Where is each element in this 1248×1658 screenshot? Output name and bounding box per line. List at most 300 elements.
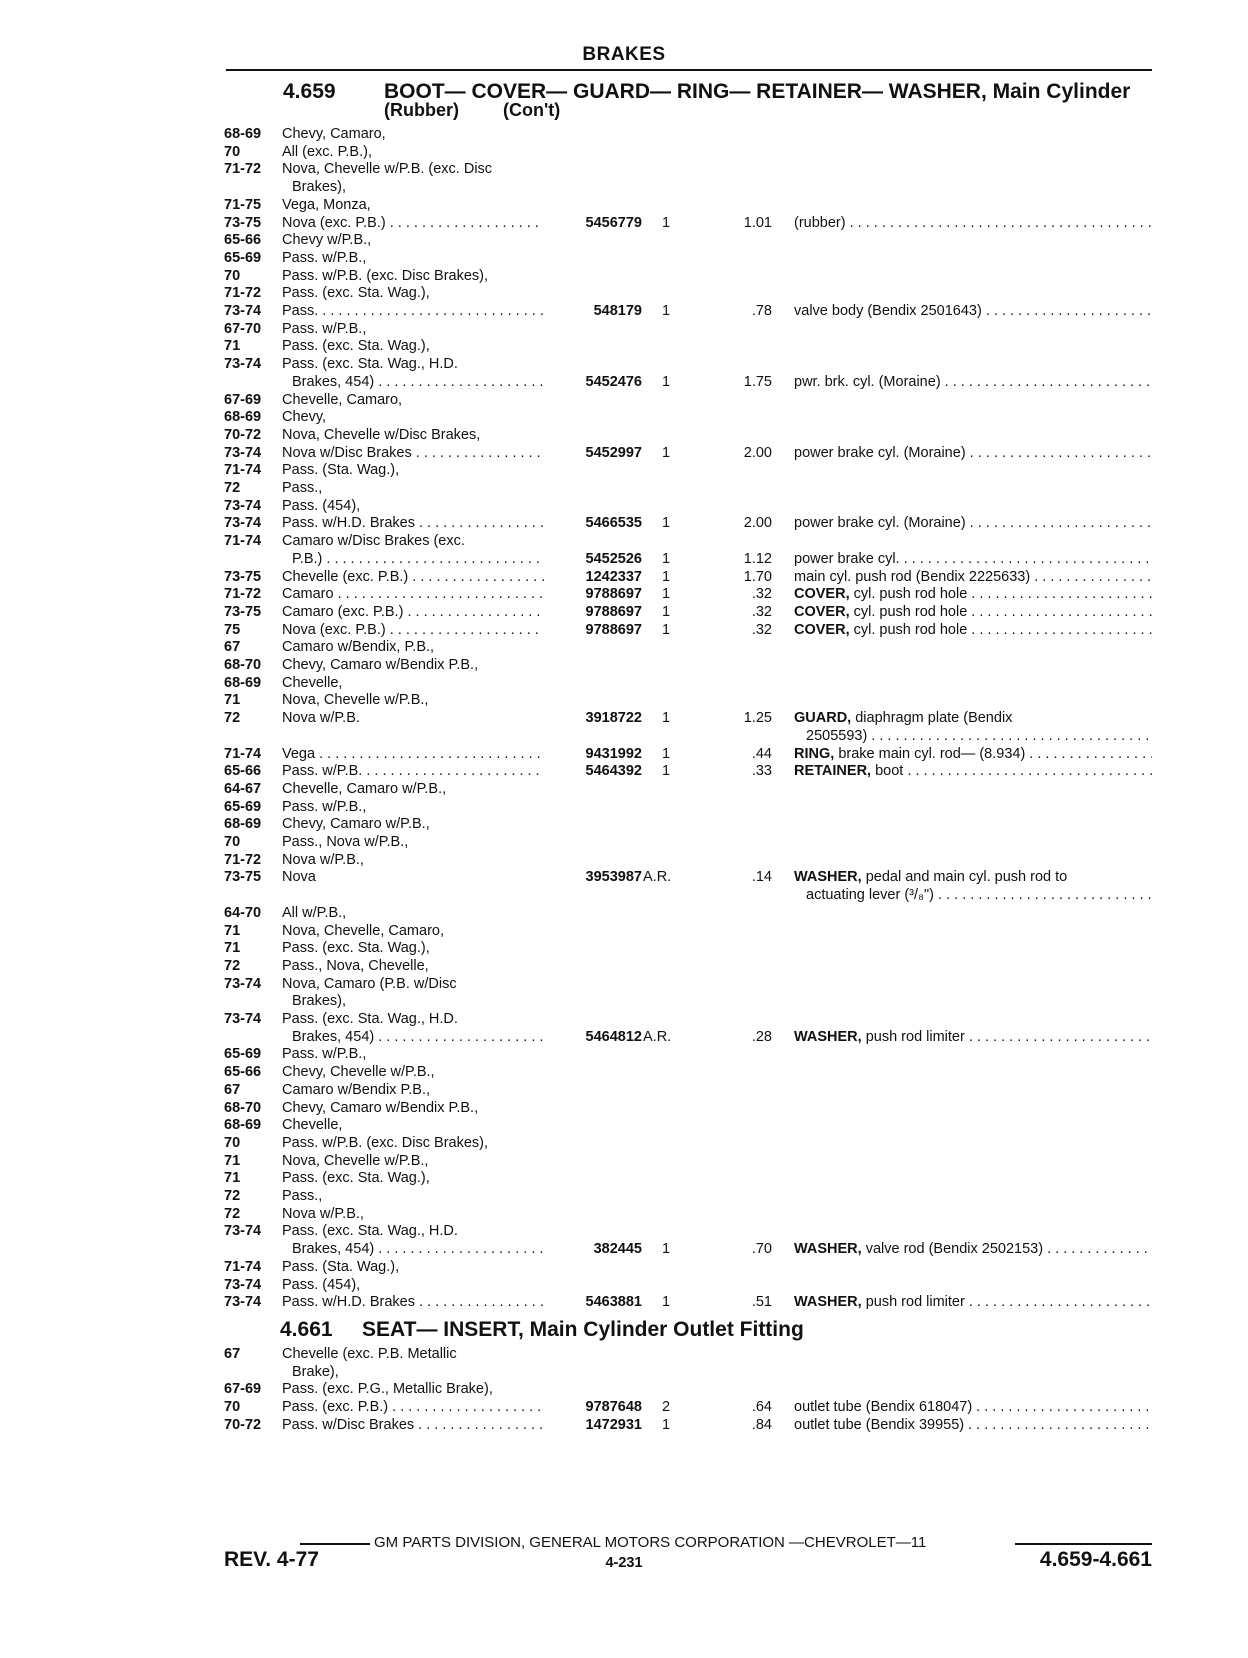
price: 1.75 (743, 373, 772, 390)
parts-row (0, 143, 1248, 161)
parts-row (0, 320, 1248, 338)
application-description: Pass. w/P.B. . . . (282, 762, 544, 780)
price: .84 (751, 1416, 772, 1433)
parts-row (0, 479, 1248, 497)
parts-row (0, 868, 1248, 886)
part-note (794, 1416, 1152, 1434)
part-number: 9788697 (585, 621, 642, 638)
quantity: 1 (662, 550, 671, 567)
model-years: 65-66 (224, 763, 262, 780)
parts-row (0, 603, 1248, 621)
part-note (794, 745, 1152, 763)
part-note (794, 585, 1152, 603)
application-description: Nova, Chevelle w/P.B., (282, 692, 429, 709)
part-note-text: brake main cyl. rod— (8.934) (838, 745, 1026, 762)
model-years: 67-69 (224, 391, 262, 408)
parts-row (0, 231, 1248, 249)
application-description: Pass. (exc. Sta. Wag.), (282, 1170, 430, 1187)
subtitle-material: (Rubber) (384, 100, 459, 120)
application-description: Brakes, 454) . . . (292, 373, 544, 391)
parts-row (0, 1081, 1248, 1099)
application-description: Chevy, Camaro, (282, 126, 386, 142)
application-description: Brakes, 454) . . . (292, 1028, 544, 1046)
model-years: 70 (224, 834, 241, 850)
parts-row (0, 550, 1248, 568)
application-description: Vega . . . (282, 745, 544, 763)
parts-row (0, 1240, 1248, 1258)
part-note (806, 727, 1152, 745)
part-number: 1472931 (585, 1416, 642, 1433)
model-years: 65-66 (224, 232, 262, 249)
parts-row (0, 125, 1248, 143)
parts-row (0, 267, 1248, 285)
application-description: Nova, Chevelle w/P.B. (exc. Disc (282, 161, 493, 178)
application-description: Chevy, Camaro w/P.B., (282, 816, 430, 833)
model-years: 65-69 (224, 798, 262, 815)
model-years: 73-74 (224, 515, 262, 532)
model-years: 68-69 (224, 674, 262, 691)
part-note-text: (rubber) (794, 214, 846, 231)
parts-row (0, 709, 1248, 727)
application-description: Camaro w/Bendix P.B., (282, 1081, 431, 1098)
part-note-text: diaphragm plate (Bendix (855, 710, 1013, 727)
model-years: 73-75 (224, 214, 262, 231)
price: .33 (751, 763, 772, 780)
parts-row (0, 922, 1248, 940)
part-note (794, 868, 1152, 886)
part-number: 9431992 (585, 745, 642, 762)
model-years: 64-67 (224, 780, 262, 797)
part-note-text: power brake cyl. (Moraine) (794, 444, 966, 461)
model-years: 72 (224, 1205, 241, 1222)
part-note-text: push rod limiter (865, 1294, 965, 1311)
price: .32 (751, 586, 772, 603)
part-note (794, 1028, 1152, 1046)
section-number: 4.659 (283, 80, 336, 103)
application-description: Pass. . . . (282, 302, 544, 320)
part-name: COVER, (794, 621, 850, 638)
part-note-text: valve rod (Bendix 2502153) (865, 1241, 1044, 1258)
price: .51 (751, 1294, 772, 1311)
part-note-text: push rod limiter (865, 1028, 965, 1045)
model-years: 73-74 (224, 1276, 262, 1293)
application-description: Pass. w/P.B. (exc. Disc Brakes), (282, 267, 489, 284)
part-number: 3918722 (585, 710, 642, 727)
model-years: 70 (224, 1399, 241, 1416)
application-description: Chevy, Chevelle w/P.B., (282, 1064, 435, 1081)
model-years: 73-74 (224, 1294, 262, 1311)
model-years: 67 (224, 1081, 241, 1098)
application-description: Pass., (282, 480, 323, 496)
model-years: 73-74 (224, 497, 262, 514)
application-description: Chevy w/P.B., (282, 232, 372, 249)
model-years: 65-69 (224, 1046, 262, 1063)
part-note-text: boot (875, 763, 904, 780)
part-note (794, 568, 1152, 586)
part-number: 1242337 (585, 568, 642, 585)
application-description: Nova (exc. P.B.) . . . (282, 621, 544, 639)
parts-row (0, 391, 1248, 409)
section-subtitle (384, 100, 560, 121)
part-name: WASHER, (794, 1294, 862, 1311)
application-description: P.B.) . . . (292, 550, 544, 568)
quantity: 1 (662, 568, 671, 585)
part-name: RETAINER, (794, 763, 872, 780)
model-years: 68-69 (224, 409, 262, 426)
application-description: Vega, Monza, (282, 196, 371, 213)
model-years: 71-72 (224, 851, 262, 868)
application-description: Chevy, (282, 409, 327, 426)
parts-row (0, 1205, 1248, 1223)
model-years: 68-70 (224, 657, 262, 673)
part-number: 5464812 (585, 1028, 642, 1045)
parts-row (0, 1134, 1248, 1152)
application-description: Chevelle, Camaro, (282, 391, 403, 408)
part-note (794, 373, 1152, 391)
parts-row (0, 196, 1248, 214)
application-description: Pass. w/P.B., (282, 320, 367, 337)
part-number: 5466535 (585, 515, 642, 532)
application-description: Pass. (exc. P.B.) . . . (282, 1398, 544, 1416)
model-years: 71 (224, 940, 241, 957)
parts-row (0, 939, 1248, 957)
quantity: 1 (662, 1241, 671, 1258)
parts-row (0, 1116, 1248, 1134)
application-description: Brakes, 454) . . . (292, 1240, 544, 1258)
application-description: Camaro . . . (282, 585, 544, 603)
parts-row (0, 815, 1248, 833)
parts-row (0, 426, 1248, 444)
parts-row (0, 1045, 1248, 1063)
application-description: Chevelle, (282, 1117, 343, 1134)
application-description: Nova w/Disc Brakes . . . (282, 444, 544, 462)
application-description: Pass. w/H.D. Brakes . . . (282, 514, 544, 532)
footer-rule-right (1015, 1543, 1152, 1545)
model-years: 71-74 (224, 462, 262, 479)
part-name: WASHER, (794, 869, 862, 886)
part-note-text: power brake cyl. (Moraine) (794, 515, 966, 532)
part-note-text: valve body (Bendix 2501643) (794, 303, 982, 319)
section-title: SEAT— INSERT, Main Cylinder Outlet Fitting (362, 1318, 804, 1341)
model-years: 73-75 (224, 568, 262, 585)
application-description: Camaro w/Disc Brakes (exc. (282, 533, 465, 550)
model-years: 72 (224, 957, 241, 974)
application-description: Pass. (exc. P.G., Metallic Brake), (282, 1381, 493, 1398)
model-years: 73-74 (224, 975, 262, 992)
application-description: Chevelle (exc. P.B.) . . . (282, 568, 544, 586)
parts-row (0, 444, 1248, 462)
parts-row (0, 975, 1248, 993)
parts-row (0, 302, 1248, 320)
application-description: Pass. (Sta. Wag.), (282, 462, 400, 479)
model-years: 70 (224, 267, 241, 284)
part-name: COVER, (794, 603, 850, 620)
parts-row (0, 886, 1248, 904)
application-description: Nova (exc. P.B.) . . . (282, 214, 544, 232)
part-number: 9788697 (585, 586, 642, 603)
price: .70 (751, 1241, 772, 1258)
application-description: Pass. w/P.B., (282, 798, 367, 815)
price: .64 (751, 1399, 772, 1416)
quantity: 1 (662, 586, 671, 603)
part-note (794, 709, 1152, 727)
application-description: Pass. w/P.B., (282, 249, 367, 266)
application-description: Nova, Chevelle w/P.B., (282, 1152, 429, 1169)
parts-row (0, 638, 1248, 656)
model-years: 73-75 (224, 603, 262, 620)
application-description: Pass. (Sta. Wag.), (282, 1258, 400, 1275)
parts-row (0, 745, 1248, 763)
part-note (794, 550, 1152, 568)
model-years: 71 (224, 922, 241, 939)
application-description: Nova, Chevelle, Camaro, (282, 922, 444, 939)
application-description: Pass. (exc. Sta. Wag., H.D. (282, 1223, 458, 1240)
application-description: Brake), (292, 1363, 339, 1380)
application-description: Pass., (282, 1188, 323, 1204)
part-number: 9787648 (585, 1399, 642, 1416)
parts-row (0, 284, 1248, 302)
quantity: 2 (662, 1399, 671, 1416)
model-years: 68-69 (224, 126, 262, 142)
price: 2.00 (743, 444, 772, 461)
parts-row (0, 1416, 1248, 1434)
model-years: 67-70 (224, 320, 262, 337)
application-description: Nova w/P.B., (282, 851, 364, 868)
part-number: 5452997 (585, 444, 642, 461)
footer-page-number: 4-231 (605, 1555, 643, 1571)
footer-section-range: 4.659-4.661 (1039, 1548, 1152, 1571)
model-years: 70-72 (224, 1416, 262, 1433)
part-name: GUARD, (794, 710, 852, 727)
part-number: 5456779 (585, 214, 642, 231)
part-number: 3953987 (585, 869, 642, 886)
model-years: 71-74 (224, 1258, 262, 1275)
section-title: BOOT— COVER— GUARD— RING— RETAINER— WASHER, Main Cylinder (384, 80, 1131, 103)
model-years: 67-69 (224, 1381, 262, 1398)
quantity: 1 (662, 214, 671, 231)
parts-row (0, 1152, 1248, 1170)
parts-row (0, 1187, 1248, 1205)
part-note (794, 1293, 1152, 1311)
part-number: 9788697 (585, 603, 642, 620)
parts-row (0, 674, 1248, 692)
application-description: Pass. w/P.B. (exc. Disc Brakes), (282, 1134, 489, 1151)
application-description: Pass. (exc. Sta. Wag.), (282, 285, 430, 302)
quantity: 1 (662, 303, 671, 319)
parts-row (0, 1099, 1248, 1117)
price: .78 (751, 303, 772, 319)
parts-row (0, 798, 1248, 816)
price: 1.25 (743, 710, 772, 727)
model-years: 67 (224, 639, 241, 656)
subtitle-continued: (Con't) (503, 100, 561, 120)
model-years: 71-72 (224, 586, 262, 603)
model-years: 73-74 (224, 1011, 262, 1027)
part-note-text: pedal and main cyl. push rod to (865, 869, 1068, 886)
part-note-text: 2505593) (806, 727, 868, 744)
application-description: Pass. w/Disc Brakes . . . (282, 1416, 544, 1434)
model-years: 71 (224, 1170, 241, 1187)
price: 1.70 (743, 568, 772, 585)
parts-row (0, 1028, 1248, 1046)
part-note (794, 762, 1152, 780)
part-note-text: cyl. push rod hole (853, 603, 968, 620)
quantity: 1 (662, 710, 671, 727)
parts-row (0, 992, 1248, 1010)
part-name: COVER, (794, 586, 850, 603)
model-years: 72 (224, 1188, 241, 1204)
model-years: 73-74 (224, 444, 262, 461)
application-description: Pass. (454), (282, 497, 361, 514)
parts-row (0, 833, 1248, 851)
model-years: 71 (224, 338, 241, 355)
parts-row (0, 532, 1248, 550)
quantity: 1 (662, 603, 671, 620)
parts-row (0, 1398, 1248, 1416)
part-number: 5464392 (585, 763, 642, 780)
parts-row (0, 408, 1248, 426)
price: .32 (751, 603, 772, 620)
model-years: 70 (224, 143, 241, 160)
part-name: WASHER, (794, 1241, 862, 1258)
footer-division: GM PARTS DIVISION, GENERAL MOTORS CORPORATION —CHEVROLET—11 (374, 1534, 927, 1551)
part-number: 5452476 (585, 373, 642, 390)
model-years: 73-74 (224, 303, 262, 319)
application-description: Nova w/P.B., (282, 1205, 364, 1222)
part-name: RING, (794, 745, 835, 762)
model-years: 68-69 (224, 816, 262, 833)
model-years: 73-75 (224, 869, 262, 886)
application-description: Pass. (exc. Sta. Wag.), (282, 940, 430, 957)
parts-row (0, 568, 1248, 586)
price: .14 (751, 869, 772, 886)
part-number: 5463881 (585, 1294, 642, 1311)
model-years: 73-74 (224, 356, 262, 373)
part-note-text: power brake cyl. (794, 550, 900, 567)
price: .32 (751, 621, 772, 638)
price: 2.00 (743, 515, 772, 532)
application-description: Pass. (exc. Sta. Wag., H.D. (282, 356, 458, 373)
parts-row (0, 461, 1248, 479)
application-description: Pass. (454), (282, 1276, 361, 1293)
application-description: Chevy, Camaro w/Bendix P.B., (282, 1099, 479, 1116)
application-description: Nova, Chevelle w/Disc Brakes, (282, 426, 481, 443)
part-note (794, 1398, 1152, 1416)
application-description: Pass. (exc. Sta. Wag., H.D. (282, 1011, 458, 1027)
parts-row (0, 514, 1248, 532)
part-note (794, 444, 1152, 462)
header-rule (226, 69, 1152, 71)
part-number: 548179 (593, 303, 642, 319)
parts-row (0, 656, 1248, 674)
application-description: Chevelle, Camaro w/P.B., (282, 780, 447, 797)
model-years: 68-69 (224, 1117, 262, 1134)
model-years: 71 (224, 1152, 241, 1169)
quantity: 1 (662, 1416, 671, 1433)
model-years: 72 (224, 710, 241, 727)
application-description: Chevelle, (282, 674, 343, 691)
parts-row (0, 780, 1248, 798)
parts-row (0, 1380, 1248, 1398)
page-header-title: BRAKES (582, 44, 666, 65)
application-description: Brakes), (292, 179, 346, 196)
price: .28 (751, 1028, 772, 1045)
part-number: 382445 (593, 1241, 642, 1258)
quantity: 1 (662, 621, 671, 638)
part-note (794, 603, 1152, 621)
quantity: 1 (662, 1294, 671, 1311)
parts-row (0, 585, 1248, 603)
model-years: 71-74 (224, 745, 262, 762)
parts-row (0, 1063, 1248, 1081)
price: 1.01 (743, 214, 772, 231)
parts-row (0, 727, 1248, 745)
application-description: All (exc. P.B.), (282, 143, 372, 160)
part-note-text: main cyl. push rod (Bendix 2225633) (794, 568, 1031, 585)
parts-row (0, 1222, 1248, 1240)
application-description: Camaro (exc. P.B.) . . . (282, 603, 544, 621)
quantity: 1 (662, 373, 671, 390)
parts-row (0, 373, 1248, 391)
model-years: 71 (224, 692, 241, 709)
application-description: All w/P.B., (282, 904, 347, 921)
parts-row (0, 249, 1248, 267)
part-note (794, 514, 1152, 532)
parts-row (0, 851, 1248, 869)
application-description: Nova, Camaro (P.B. w/Disc (282, 975, 457, 992)
part-name: WASHER, (794, 1028, 862, 1045)
part-note (794, 1240, 1152, 1258)
application-description: Pass., Nova w/P.B., (282, 834, 409, 850)
parts-row (0, 214, 1248, 232)
model-years: 70-72 (224, 426, 262, 443)
parts-row (0, 160, 1248, 178)
application-description: Nova w/P.B. (282, 710, 360, 727)
part-note (794, 302, 1152, 320)
parts-row (0, 497, 1248, 515)
model-years: 71-72 (224, 161, 262, 178)
model-years: 65-69 (224, 249, 262, 266)
quantity: 1 (662, 515, 671, 532)
model-years: 64-70 (224, 904, 262, 921)
application-description: Chevy, Camaro w/Bendix P.B., (282, 657, 479, 673)
parts-row (0, 1010, 1248, 1028)
model-years: 67 (224, 1346, 241, 1362)
application-description: Nova (282, 869, 316, 886)
parts-row (0, 355, 1248, 373)
part-note-text: cyl. push rod hole (853, 586, 968, 603)
parts-row (0, 1169, 1248, 1187)
model-years: 65-66 (224, 1064, 262, 1081)
parts-row (0, 691, 1248, 709)
part-note-text: actuating lever (³/₈") (806, 887, 935, 904)
parts-row (0, 762, 1248, 780)
quantity: A.R. (643, 1028, 672, 1045)
footer-revision: REV. 4-77 (224, 1548, 319, 1571)
parts-row (0, 178, 1248, 196)
quantity: 1 (662, 444, 671, 461)
parts-row (0, 1293, 1248, 1311)
part-note-text: cyl. push rod hole (853, 621, 968, 638)
quantity: A.R. (643, 869, 672, 886)
model-years: 71-75 (224, 196, 262, 213)
application-description: Pass., Nova, Chevelle, (282, 957, 429, 974)
part-note (794, 214, 1152, 232)
model-years: 73-74 (224, 1223, 262, 1240)
parts-row (0, 1258, 1248, 1276)
price: 1.12 (743, 550, 772, 567)
model-years: 68-70 (224, 1099, 262, 1116)
